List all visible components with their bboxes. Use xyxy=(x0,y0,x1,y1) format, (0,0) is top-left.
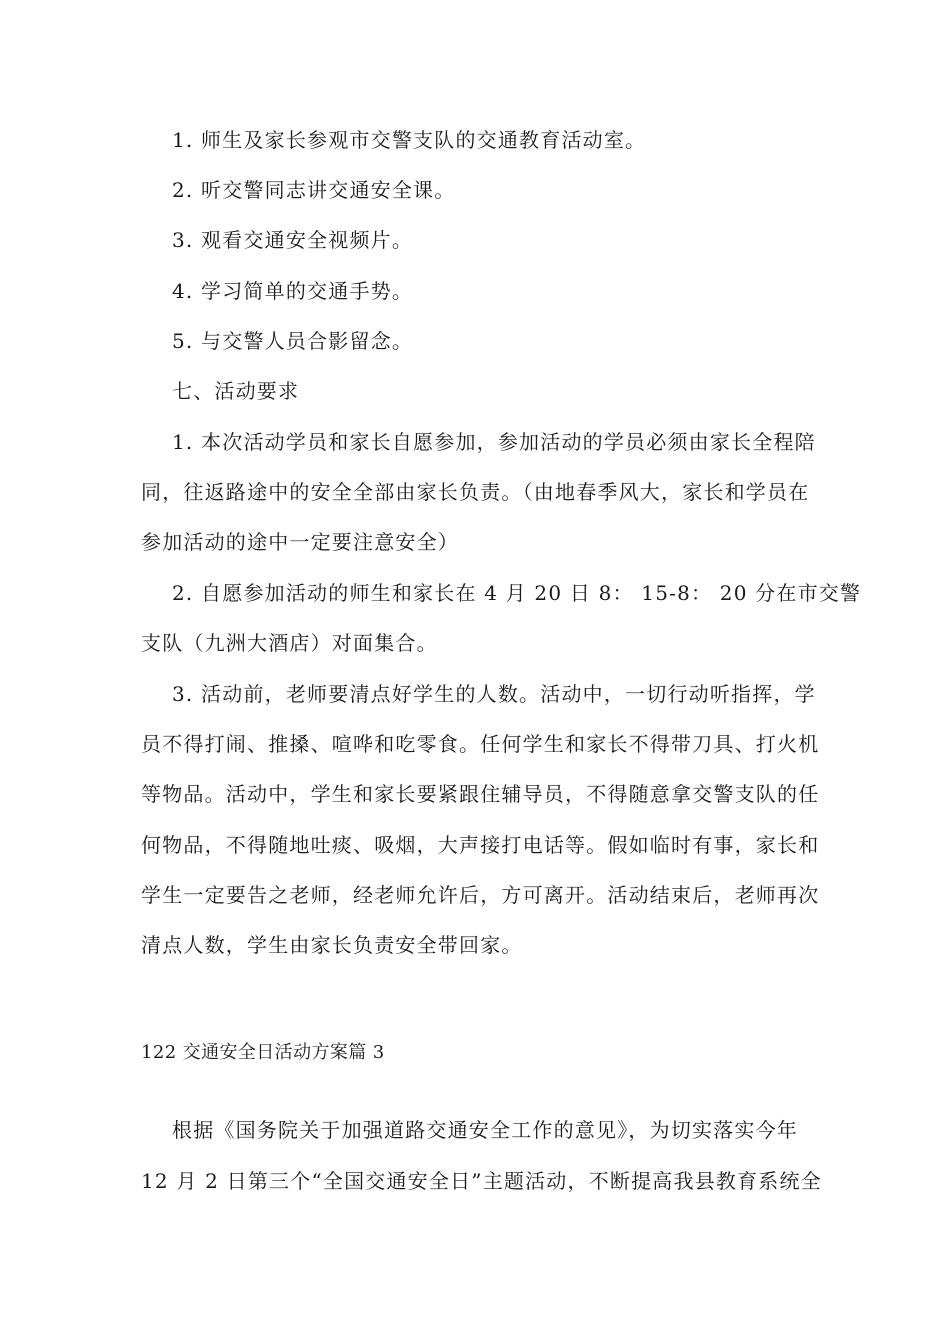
article-heading: 122 交通安全日活动方案篇 3 xyxy=(141,1042,385,1063)
requirement-3-line: 清点人数，学生由家长负责安全带回家。 xyxy=(141,933,523,957)
requirement-3-line: 3. 活动前，老师要清点好学生的人数。活动中，一切行动听指挥，学 xyxy=(172,682,816,706)
requirement-3-line: 员不得打闹、推搡、喧哗和吃零食。任何学生和家长不得带刀具、打火机 xyxy=(141,732,820,756)
requirement-3-line: 学生一定要告之老师，经老师允许后，方可离开。活动结束后，老师再次 xyxy=(141,883,820,907)
requirement-3-line: 何物品，不得随地吐痰、吸烟，大声接打电话等。假如临时有事，家长和 xyxy=(141,833,820,857)
list-item: 3. 观看交通安全视频片。 xyxy=(172,228,414,252)
requirement-1-line: 参加活动的途中一定要注意安全） xyxy=(141,530,459,554)
requirement-1-line: 1. 本次活动学员和家长自愿参加，参加活动的学员必须由家长全程陪 xyxy=(172,430,816,454)
list-item: 5. 与交警人员合影留念。 xyxy=(172,329,414,353)
requirement-1-line: 同，往返路途中的安全全部由家长负责。（由地春季风大，家长和学员在 xyxy=(141,480,810,504)
list-item: 2. 听交警同志讲交通安全课。 xyxy=(172,178,456,202)
list-item: 4. 学习简单的交通手势。 xyxy=(172,279,414,303)
requirement-3-line: 等物品。活动中，学生和家长要紧跟住辅导员，不得随意拿交警支队的任 xyxy=(141,782,820,806)
intro-line: 根据《国务院关于加强道路交通安全工作的意见》，为切实落实今年 xyxy=(172,1118,798,1142)
requirement-2-line: 2. 自愿参加活动的师生和家长在 4 月 20 日 8： 15-8： 20 分在市交警 xyxy=(172,581,862,605)
list-item: 1. 师生及家长参观市交警支队的交通教育活动室。 xyxy=(172,128,647,152)
intro-line: 12 月 2 日第三个“全国交通安全日”主题活动，不断提高我县教育系统全 xyxy=(141,1169,822,1193)
section-title: 七、活动要求 xyxy=(172,379,300,403)
requirement-2-line: 支队（九洲大酒店）对面集合。 xyxy=(141,631,438,655)
